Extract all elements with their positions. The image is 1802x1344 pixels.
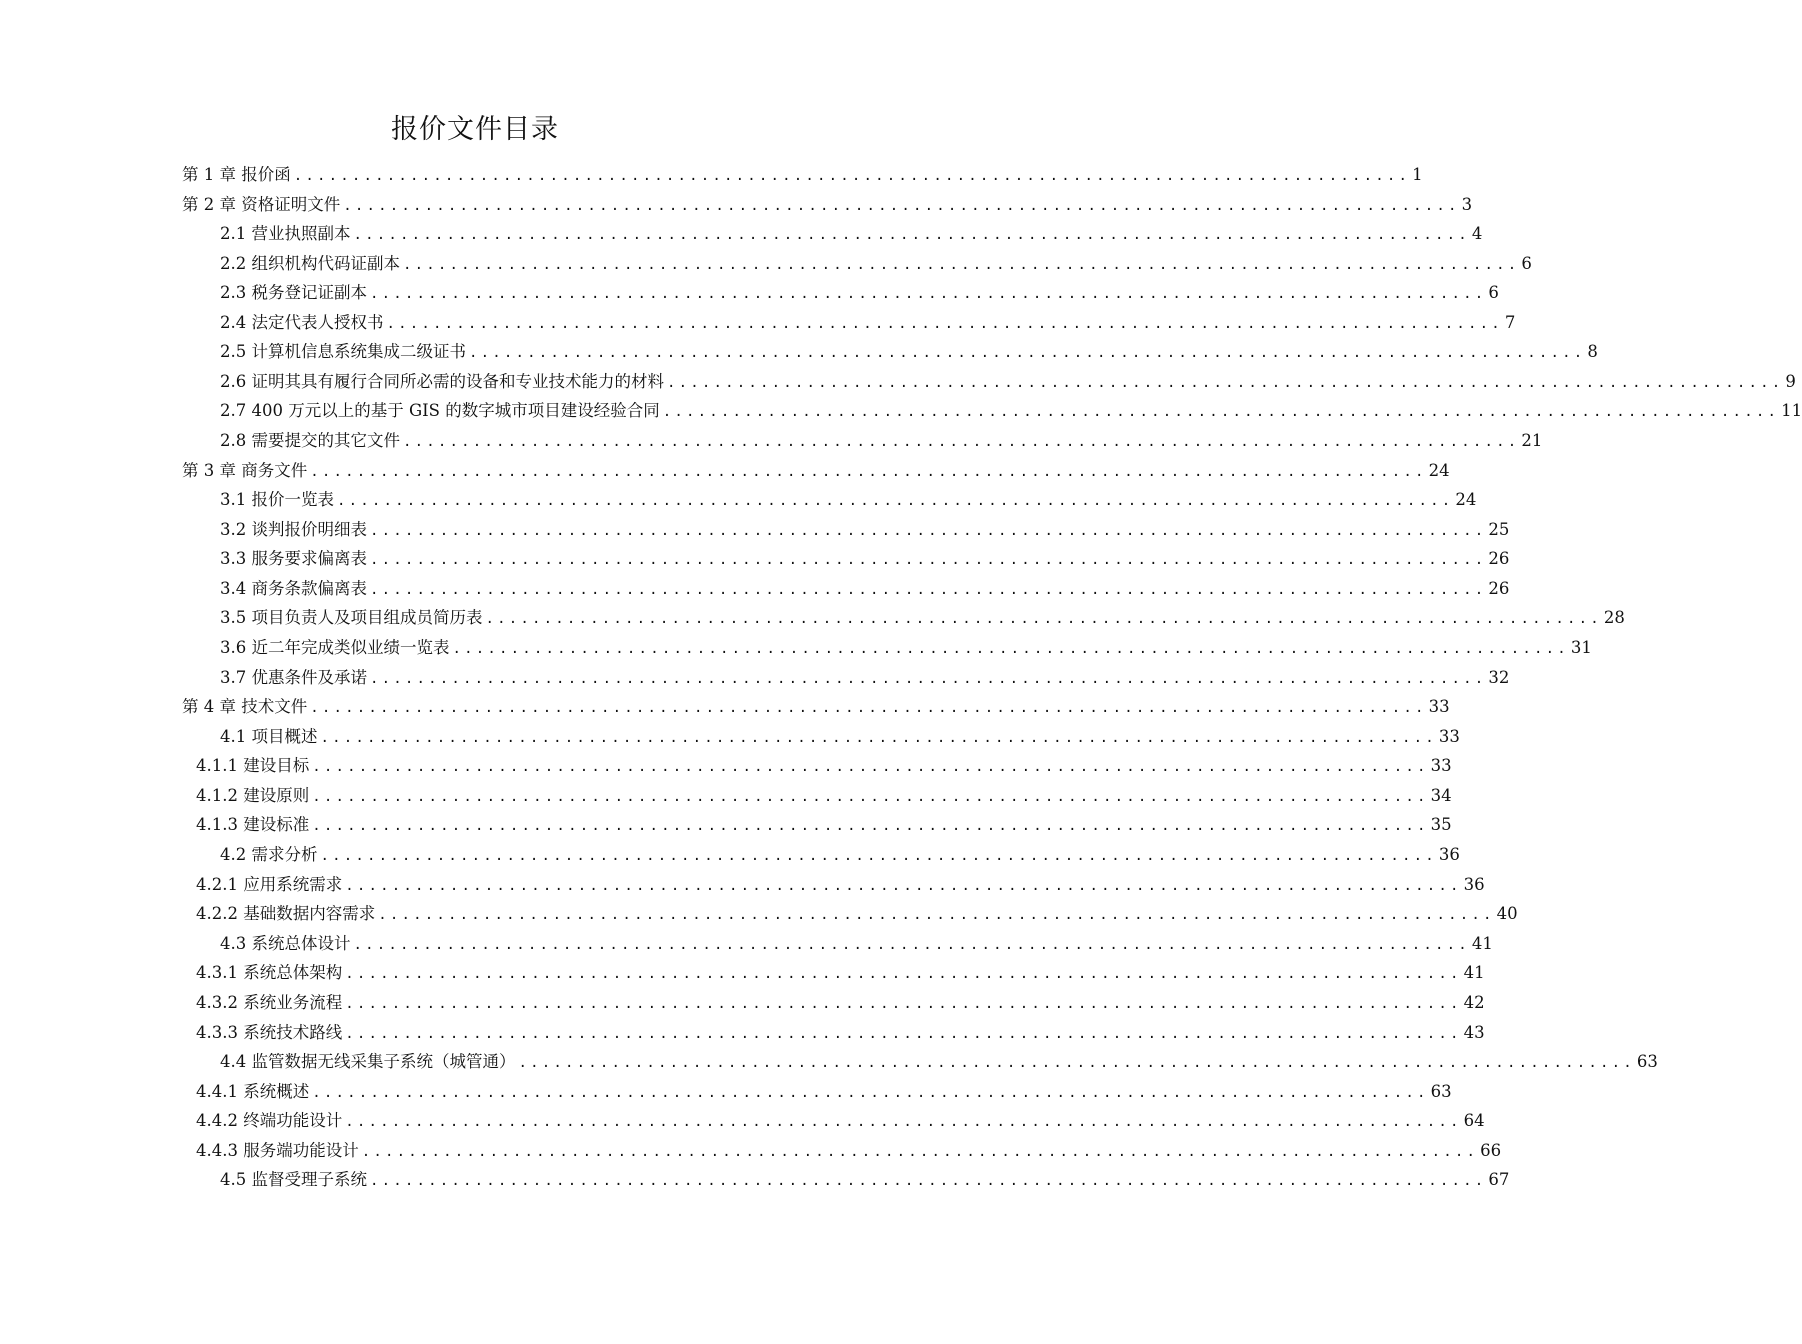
toc-entry-page: 9 — [1785, 372, 1796, 391]
toc-entry-page: 33 — [1438, 727, 1460, 746]
toc-entry-label: 2.2 组织机构代码证副本 — [220, 254, 400, 273]
toc-entry[interactable] — [182, 692, 1450, 722]
toc-entry-page: 41 — [1463, 963, 1485, 982]
dot-leader: ................................................................................................ — [345, 1114, 1462, 1130]
dot-leader: ................................................................................................ — [320, 848, 1437, 864]
toc-entry-page: 6 — [1521, 254, 1532, 273]
toc-entry-page: 26 — [1488, 549, 1510, 568]
dot-leader: ................................................................................................ — [337, 493, 1454, 509]
toc-entry-page: 41 — [1471, 934, 1493, 953]
toc-entry[interactable] — [196, 1136, 1502, 1166]
toc-entry-label: 2.7 400 万元以上的基于 GIS 的数字城市项目建设经验合同 — [220, 401, 660, 420]
dot-leader: ................................................................................................ — [403, 257, 1520, 273]
toc-entry[interactable] — [182, 456, 1450, 486]
toc-entry[interactable] — [196, 958, 1485, 988]
toc-entry-label: 4.3.1 系统总体架构 — [196, 963, 343, 982]
toc-entry[interactable] — [220, 308, 1516, 338]
toc-entry-label: 4.1.3 建设标准 — [196, 815, 310, 834]
dot-leader: ................................................................................................ — [312, 818, 1429, 834]
toc-entry-page: 7 — [1504, 313, 1516, 332]
dot-leader: ................................................................................................ — [370, 671, 1487, 687]
toc-entry[interactable] — [220, 544, 1510, 574]
toc-entry[interactable] — [182, 190, 1473, 220]
dot-leader: ................................................................................................ — [312, 789, 1429, 805]
toc-entry[interactable] — [196, 781, 1452, 811]
toc-entry-label: 3.3 服务要求偏离表 — [220, 549, 367, 568]
dot-leader: ................................................................................................ — [343, 198, 1460, 214]
dot-leader: ................................................................................................ — [518, 1055, 1635, 1071]
toc-entry-page: 66 — [1480, 1141, 1502, 1160]
toc-entry[interactable] — [220, 337, 1598, 367]
toc-entry-page: 36 — [1438, 845, 1460, 864]
dot-leader: ................................................................................................ — [310, 464, 1427, 480]
toc-entry-page: 25 — [1488, 520, 1510, 539]
dot-leader: ................................................................................................ — [345, 1026, 1462, 1042]
toc-entry[interactable] — [220, 249, 1532, 279]
toc-entry-label: 3.5 项目负责人及项目组成员简历表 — [220, 608, 483, 627]
toc-entry[interactable] — [182, 160, 1423, 190]
toc-entry[interactable] — [220, 840, 1460, 870]
toc-entry[interactable] — [220, 722, 1460, 752]
toc-entry[interactable] — [220, 396, 1802, 426]
toc-entry[interactable] — [220, 574, 1510, 604]
dot-leader: ................................................................................................ — [310, 700, 1427, 716]
toc-entry[interactable] — [220, 1047, 1658, 1077]
dot-leader: ................................................................................................ — [345, 966, 1462, 982]
dot-leader: ................................................................................................ — [485, 611, 1602, 627]
toc-entry-label: 2.6 证明其具有履行合同所必需的设备和专业技术能力的材料 — [220, 372, 664, 391]
toc-entry[interactable] — [220, 663, 1510, 693]
toc-entry-label: 2.1 营业执照副本 — [220, 224, 351, 243]
toc-entry[interactable] — [220, 603, 1625, 633]
toc-entry[interactable] — [220, 426, 1543, 456]
dot-leader: ................................................................................................ — [378, 907, 1495, 923]
toc-entry-label: 4.4 监管数据无线采集子系统（城管通） — [220, 1052, 516, 1071]
toc-entry-label: 4.1 项目概述 — [220, 727, 318, 746]
toc-entry-page: 26 — [1488, 579, 1510, 598]
toc-entry[interactable] — [220, 929, 1493, 959]
toc-entry-page: 33 — [1428, 697, 1450, 716]
toc-entry[interactable] — [220, 367, 1796, 397]
toc-entry-page: 4 — [1471, 224, 1483, 243]
toc-entry[interactable] — [196, 1106, 1485, 1136]
toc-entry-label: 4.2.1 应用系统需求 — [196, 875, 343, 894]
toc-entry[interactable] — [196, 810, 1452, 840]
toc-entry-label: 4.2.2 基础数据内容需求 — [196, 904, 376, 923]
dot-leader: ................................................................................................ — [370, 1173, 1487, 1189]
toc-entry-page: 6 — [1488, 283, 1499, 302]
toc-entry-label: 4.1.1 建设目标 — [196, 756, 310, 775]
dot-leader: ................................................................................................ — [370, 552, 1487, 568]
dot-leader: ................................................................................................ — [662, 404, 1780, 420]
toc-entry-page: 21 — [1521, 431, 1543, 450]
toc-entry-page: 31 — [1570, 638, 1592, 657]
dot-leader: ................................................................................................ — [345, 878, 1462, 894]
dot-leader: ................................................................................................ — [312, 759, 1429, 775]
toc-entry-page: 3 — [1461, 195, 1473, 214]
toc-entry-label: 4.4.3 服务端功能设计 — [196, 1141, 359, 1160]
toc-entry-page: 28 — [1603, 608, 1625, 627]
toc-entry-label: 4.3.3 系统技术路线 — [196, 1023, 343, 1042]
dot-leader: ................................................................................................ — [403, 434, 1520, 450]
toc-entry-label: 3.4 商务条款偏离表 — [220, 579, 367, 598]
toc-entry-page: 42 — [1463, 993, 1485, 1012]
toc-entry-page: 32 — [1488, 668, 1510, 687]
toc-entry[interactable] — [220, 633, 1592, 663]
toc-entry-label: 3.6 近二年完成类似业绩一览表 — [220, 638, 450, 657]
toc-entry[interactable] — [220, 219, 1483, 249]
toc-entry[interactable] — [196, 1018, 1485, 1048]
toc-entry-page: 8 — [1587, 342, 1598, 361]
dot-leader: ................................................................................................ — [353, 227, 1470, 243]
dot-leader: ................................................................................................ — [370, 286, 1487, 302]
toc-entry-page: 1 — [1412, 165, 1423, 184]
toc-entry-label: 4.4.1 系统概述 — [196, 1082, 310, 1101]
toc-entry-page: 33 — [1430, 756, 1452, 775]
dot-leader: ................................................................................................ — [370, 582, 1487, 598]
toc-entry-label: 2.4 法定代表人授权书 — [220, 313, 384, 332]
toc-entry[interactable] — [196, 1077, 1452, 1107]
toc-entry-label: 2.5 计算机信息系统集成二级证书 — [220, 342, 466, 361]
dot-leader: ................................................................................................ — [386, 316, 1503, 332]
toc-entry[interactable] — [196, 870, 1485, 900]
toc-entry-page: 34 — [1430, 786, 1452, 805]
dot-leader: ................................................................................................ — [353, 937, 1470, 953]
toc-entry-label: 4.5 监督受理子系统 — [220, 1170, 367, 1189]
dot-leader: ................................................................................................ — [361, 1144, 1479, 1160]
toc-entry-label: 4.3.2 系统业务流程 — [196, 993, 343, 1012]
toc-entry[interactable] — [220, 278, 1499, 308]
dot-leader: ................................................................................................ — [320, 730, 1437, 746]
toc-entry-label: 第 2 章 资格证明文件 — [182, 195, 341, 214]
toc-entry-label: 4.1.2 建设原则 — [196, 786, 310, 805]
dot-leader: ................................................................................................ — [345, 996, 1462, 1012]
toc-entry[interactable] — [220, 485, 1477, 515]
toc-entry-label: 第 3 章 商务文件 — [182, 461, 308, 480]
toc-entry-label: 2.8 需要提交的其它文件 — [220, 431, 400, 450]
dot-leader: ................................................................................................ — [370, 523, 1487, 539]
toc-entry[interactable] — [196, 988, 1485, 1018]
toc-entry-label: 4.2 需求分析 — [220, 845, 318, 864]
dot-leader: ................................................................................................ — [293, 168, 1411, 184]
toc-entry-page: 64 — [1463, 1111, 1485, 1130]
toc-entry-page: 67 — [1488, 1170, 1510, 1189]
toc-entry-label: 4.3 系统总体设计 — [220, 934, 351, 953]
toc-entry-page: 35 — [1430, 815, 1452, 834]
toc-entry-label: 3.7 优惠条件及承诺 — [220, 668, 367, 687]
toc-entry-page: 40 — [1496, 904, 1518, 923]
toc-entry[interactable] — [220, 1165, 1510, 1195]
toc-entry[interactable] — [220, 515, 1510, 545]
toc-entry-page: 43 — [1463, 1023, 1485, 1042]
toc-entry[interactable] — [196, 899, 1518, 929]
dot-leader: ................................................................................................ — [469, 345, 1586, 361]
toc-entry-page: 36 — [1463, 875, 1485, 894]
toc-entry-page: 24 — [1455, 490, 1477, 509]
page-title: 报价文件目录 — [391, 114, 559, 145]
dot-leader: ................................................................................................ — [667, 375, 1784, 391]
toc-entry-label: 3.1 报价一览表 — [220, 490, 334, 509]
toc-entry-label: 2.3 税务登记证副本 — [220, 283, 367, 302]
toc-entry-label: 4.4.2 终端功能设计 — [196, 1111, 343, 1130]
dot-leader: ................................................................................................ — [312, 1085, 1429, 1101]
toc-entry-page: 63 — [1636, 1052, 1658, 1071]
toc-entry-page: 11 — [1781, 401, 1802, 420]
toc-entry[interactable] — [196, 751, 1452, 781]
toc-entry-label: 第 4 章 技术文件 — [182, 697, 308, 716]
toc-entry-label: 第 1 章 报价函 — [182, 165, 291, 184]
toc-entry-page: 24 — [1428, 461, 1450, 480]
dot-leader: ................................................................................................ — [452, 641, 1569, 657]
toc-entry-page: 63 — [1430, 1082, 1452, 1101]
toc-entry-label: 3.2 谈判报价明细表 — [220, 520, 367, 539]
